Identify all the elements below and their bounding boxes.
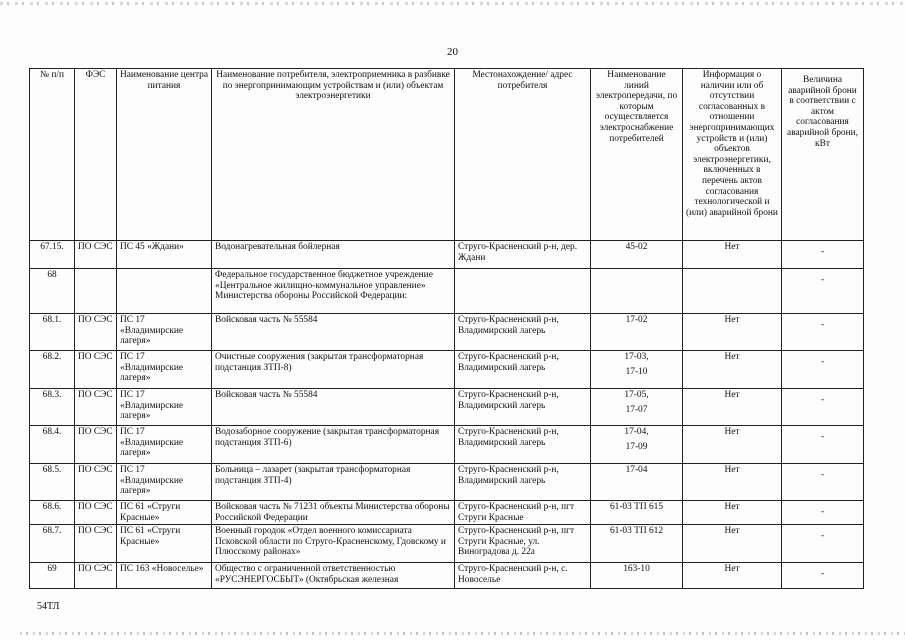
- cell-location: Струго-Красненский р-н, Владимирский лагерь: [455, 426, 591, 464]
- header-location: Местонахождение/ адрес потребителя: [455, 69, 591, 241]
- cell-location: Струго-Красненский р-н, Владимирский лагерь: [455, 351, 591, 389]
- line-code: 61-03 ТП 612: [609, 526, 664, 537]
- cell-location: Струго-Красненский р-н, дер. Ждани: [455, 241, 591, 269]
- table-header-row: [30, 69, 864, 241]
- cell-consumer: Больница – лазарет (закрытая трансформаторная подстанция ЗТП-4): [212, 464, 455, 501]
- table-row: [30, 241, 864, 269]
- line-code: 61-03 ТП 615: [609, 502, 664, 512]
- cell-fes: ПО СЭС: [75, 563, 117, 589]
- cell-center: ПС 17 «Владимирские лагеря»: [117, 389, 212, 426]
- cell-consumer: Федеральное государственное бюджетное учреждение «Центральное жилищно-коммунальное управление» Министерства обороны Российской Федерации:: [212, 269, 455, 314]
- cell-lines: [591, 314, 683, 351]
- cell-center: ПС 17 «Владимирские лагеря»: [117, 464, 212, 501]
- cell-lines: [591, 241, 683, 269]
- cell-consumer: Войсковая часть № 55584: [212, 314, 455, 351]
- footer-code: 54ТЛ: [37, 601, 60, 612]
- header-consumer: Наименование потребителя, электроприемника в разбивке по энергопринимающим устройствам и (или) объектам электроэнергетики: [212, 69, 455, 241]
- cell-reserve: -: [782, 525, 864, 563]
- cell-location: Струго-Красненский р-н, Владимирский лагерь: [455, 464, 591, 501]
- cell-info: Нет: [683, 241, 782, 269]
- cell-location: Струго-Красненский р-н, пгт Струги Красные: [455, 501, 591, 525]
- cell-center: ПС 17 «Владимирские лагеря»: [117, 314, 212, 351]
- cell-reserve: -: [782, 314, 864, 351]
- cell-fes: ПО СЭС: [75, 501, 117, 525]
- cell-lines: [591, 501, 683, 525]
- cell-info: Нет: [683, 525, 782, 563]
- cell-fes: [75, 269, 117, 314]
- cell-fes: ПО СЭС: [75, 314, 117, 351]
- cell-reserve: -: [782, 389, 864, 426]
- cell-num: 68.7.: [30, 525, 75, 563]
- cell-consumer: Войсковая часть № 55584: [212, 389, 455, 426]
- cell-num: 68.6.: [30, 501, 75, 525]
- header-fes: ФЭС: [75, 69, 117, 241]
- cell-fes: ПО СЭС: [75, 241, 117, 269]
- cell-fes: ПО СЭС: [75, 464, 117, 501]
- table-row: [30, 269, 864, 314]
- cell-lines: [591, 525, 683, 563]
- cell-location: Струго-Красненский р-н, пгт Струги Красные, ул. Виноградова д. 22а: [455, 525, 591, 563]
- table-row: [30, 525, 864, 563]
- header-center: Наименование центра питания: [117, 69, 212, 241]
- cell-num: 69: [30, 563, 75, 589]
- cell-info: Нет: [683, 314, 782, 351]
- cell-fes: ПО СЭС: [75, 525, 117, 563]
- cell-lines: [591, 563, 683, 589]
- cell-location: Струго-Красненский р-н, с. Новоселье: [455, 563, 591, 589]
- cell-center: ПС 45 «Ждани»: [117, 241, 212, 269]
- cell-center: ПС 163 «Новоселье»: [117, 563, 212, 589]
- cell-lines: [591, 351, 683, 389]
- table-row: [30, 501, 864, 525]
- scan-edge-bottom: [20, 632, 905, 635]
- line-code: 163-10: [623, 564, 650, 575]
- cell-reserve: -: [782, 464, 864, 501]
- cell-consumer: Водозаборное сооружение (закрытая трансформаторная подстанция ЗТП-6): [212, 426, 455, 464]
- cell-location: Струго-Красненский р-н, Владимирский лагерь: [455, 389, 591, 426]
- table-row: [30, 426, 864, 464]
- cell-reserve: -: [782, 269, 864, 314]
- cell-location: Струго-Красненский р-н, Владимирский лагерь: [455, 314, 591, 351]
- cell-center: ПС 61 «Струги Красные»: [117, 501, 212, 525]
- scan-edge-top: [0, 2, 905, 5]
- cell-consumer: Войсковая часть № 71231 объекты Министерства обороны Российской Федерации: [212, 501, 455, 525]
- cell-reserve: -: [782, 426, 864, 464]
- cell-info: Нет: [683, 563, 782, 589]
- cell-reserve: -: [782, 501, 864, 525]
- cell-center: [117, 269, 212, 314]
- line-code: 17-09: [625, 441, 648, 452]
- line-code: 17-10: [625, 366, 648, 377]
- cell-center: ПС 17 «Владимирские лагеря»: [117, 426, 212, 464]
- header-reserve: Величина аварийной брони в соответствии с актом согласования аварийной брони, кВт: [782, 69, 864, 241]
- cell-location: [455, 269, 591, 314]
- cell-center: ПС 17 «Владимирские лагеря»: [117, 351, 212, 389]
- line-code: 17-07: [625, 404, 648, 415]
- cell-num: 68.5.: [30, 464, 75, 501]
- cell-fes: ПО СЭС: [75, 351, 117, 389]
- table-row: [30, 464, 864, 501]
- cell-info: Нет: [683, 464, 782, 501]
- cell-reserve: -: [782, 351, 864, 389]
- header-lines: Наименование линий электропередачи, по которым осуществляется электроснабжение потребителей: [591, 69, 683, 241]
- line-code: 17-02: [625, 315, 648, 325]
- line-code: 45-02: [625, 242, 648, 252]
- cell-info: Нет: [683, 389, 782, 426]
- cell-num: 68.3.: [30, 389, 75, 426]
- cell-info: Нет: [683, 501, 782, 525]
- cell-info: [683, 269, 782, 314]
- cell-center: ПС 61 «Струги Красные»: [117, 525, 212, 563]
- cell-num: 67.15.: [30, 241, 75, 269]
- cell-lines: [591, 464, 683, 501]
- cell-num: 68.2.: [30, 351, 75, 389]
- cell-consumer: Водонагревательная бойлерная: [212, 241, 455, 269]
- cell-lines: [591, 389, 683, 426]
- line-code: 17-03,: [624, 352, 649, 362]
- cell-consumer: Военный городок «Отдел военного комиссариата Псковской области по Струго-Красненскому, Гдовскому и Плюсскому районах»: [212, 525, 455, 563]
- table-row: [30, 351, 864, 389]
- table-row: [30, 389, 864, 426]
- cell-fes: ПО СЭС: [75, 426, 117, 464]
- cell-lines: [591, 269, 683, 314]
- header-info: Информация о наличии или об отсутствии согласованных в отношении энергопринимающих устройств и (или) объектов электроэнергетики, включенных в перечень актов согласования технологической и (или) аварийной брони: [683, 69, 782, 241]
- cell-num: 68.1.: [30, 314, 75, 351]
- cell-info: Нет: [683, 426, 782, 464]
- line-code: 17-04,: [624, 427, 649, 437]
- line-code: 17-04: [625, 465, 648, 475]
- table-row: [30, 314, 864, 351]
- cell-reserve: -: [782, 241, 864, 269]
- cell-num: 68.4.: [30, 426, 75, 464]
- header-num: № п/п: [30, 69, 75, 241]
- consumer-register-table: [29, 68, 864, 589]
- line-code: 17-05,: [624, 390, 649, 400]
- cell-num: 68: [30, 269, 75, 314]
- cell-reserve: -: [782, 563, 864, 589]
- cell-lines: [591, 426, 683, 464]
- cell-consumer: Очистные сооружения (закрытая трансформаторная подстанция ЗТП-8): [212, 351, 455, 389]
- page-number: 20: [447, 46, 458, 58]
- cell-info: Нет: [683, 351, 782, 389]
- cell-consumer: Общество с ограниченной ответственностью «РУСЭНЕРГОСБЫТ» (Октябрьская железная: [212, 563, 455, 589]
- table-row: [30, 563, 864, 589]
- cell-fes: ПО СЭС: [75, 389, 117, 426]
